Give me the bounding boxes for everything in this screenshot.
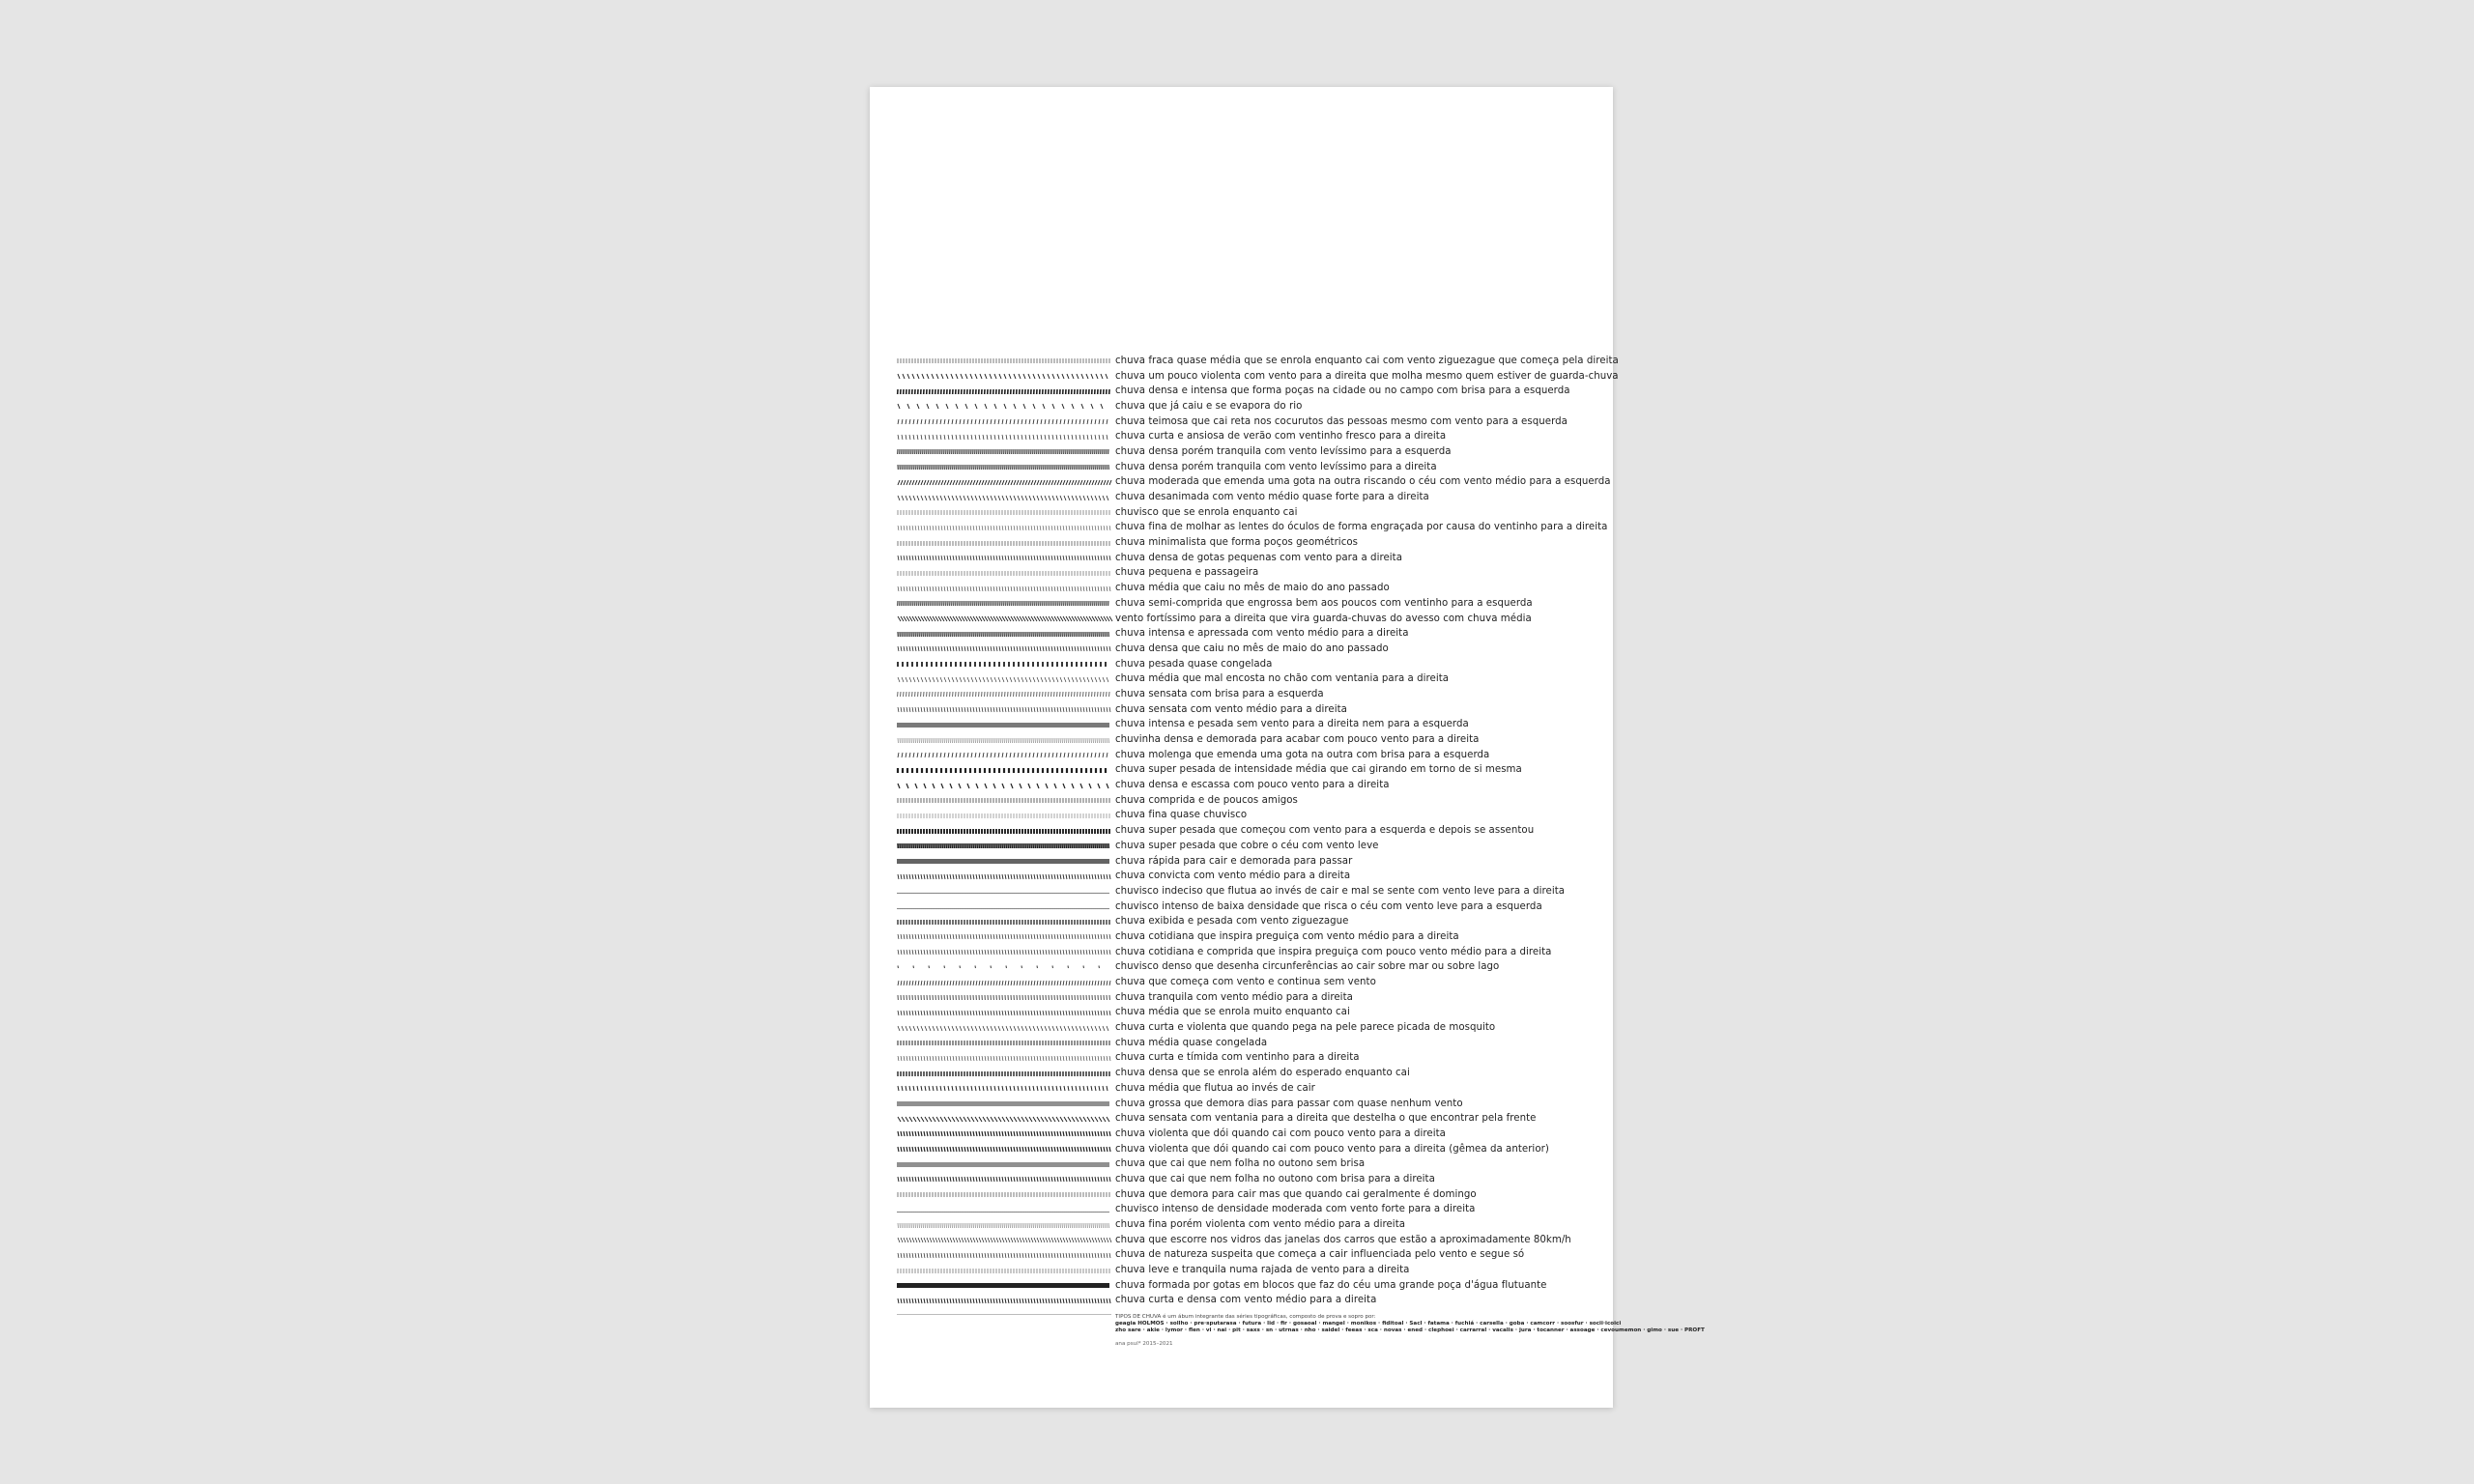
rain-description: chuva fina de molhar as lentes do óculos de forma engraçada por causa do ventinho para a direita [1115,522,1608,533]
rain-description: chuva fina quase chuvisco [1115,810,1248,821]
rain-row [897,778,1593,793]
rain-description: chuvisco intenso de densidade moderada com vento forte para a direita [1115,1204,1476,1215]
rain-row [897,596,1593,612]
rain-row [897,1187,1593,1203]
rain-row [897,1172,1593,1187]
rain-pattern-graphic [897,828,1111,835]
credits-block [1115,1314,1705,1348]
rain-description: chuva densa que se enrola além do esperado enquanto cai [1115,1068,1410,1079]
rain-description: chuva moderada que emenda uma gota na outra riscando o céu com vento médio para a esquerda [1115,476,1611,488]
rain-pattern-graphic [897,737,1111,744]
rain-pattern-graphic [897,1025,1111,1032]
rain-row [897,702,1593,718]
rain-row [897,914,1593,929]
rain-row [897,990,1593,1006]
rain-row [897,1006,1593,1021]
rain-pattern-graphic [897,1268,1111,1274]
rain-pattern-graphic [897,540,1111,547]
rain-row [897,763,1593,779]
rain-pattern-graphic [897,1252,1111,1259]
rain-row [897,884,1593,899]
rain-description: chuva que demora para cair mas que quando cai geralmente é domingo [1115,1188,1477,1200]
rain-row [897,1097,1593,1112]
credits-footer: ana psul* 2015–2021 [1115,1340,1173,1347]
rain-description: chuva curta e ansiosa de verão com ventinho fresco para a direita [1115,431,1447,442]
rain-pattern-graphic [897,600,1111,607]
rain-pattern-graphic [897,1237,1111,1243]
rain-pattern-graphic [897,1010,1111,1016]
rain-pattern-graphic [897,1070,1111,1077]
rain-pattern-graphic [897,1055,1111,1062]
rain-pattern-graphic [897,464,1111,471]
rain-pattern-graphic [897,388,1111,395]
rain-row [897,1127,1593,1142]
rain-description: chuva de natureza suspeita que começa a cair influenciada pelo vento e segue só [1115,1249,1525,1261]
rain-pattern-graphic [897,964,1111,971]
rain-row [897,475,1611,491]
rain-description: chuva cotidiana que inspira preguiça com vento médio para a direita [1115,930,1459,942]
rain-row [897,626,1593,642]
rain-row [897,899,1593,915]
rain-description: chuva desanimada com vento médio quase forte para a direita [1115,492,1429,503]
rain-description: chuva densa porém tranquila com vento levíssimo para a direita [1115,461,1437,472]
rain-row [897,1142,1593,1157]
rain-row [897,687,1593,702]
rain-pattern-graphic [897,1176,1111,1183]
rain-description: chuva média que flutua ao invés de cair [1115,1082,1315,1094]
rain-pattern-graphic [897,373,1111,380]
rain-row [897,671,1593,687]
rain-description: chuva violenta que dói quando cai com pouco vento para a direita (gêmea da anterior) [1115,1143,1549,1155]
rain-pattern-graphic [897,980,1111,986]
rain-pattern-graphic [897,645,1111,652]
rain-description: chuva tranquila com vento médio para a direita [1115,991,1353,1003]
rain-pattern-graphic [897,418,1111,425]
rain-row [897,1248,1593,1264]
rain-pattern-graphic [897,631,1111,638]
rain-row [897,414,1593,430]
rain-row [897,1111,1593,1127]
rain-row [897,642,1593,657]
rain-row [897,1203,1593,1218]
poster-sheet [870,87,1705,1408]
rain-description: chuva sensata com brisa para a esquerda [1115,688,1324,699]
rain-row [897,581,1593,596]
rain-row [897,1294,1593,1309]
rain-row [897,384,1593,399]
rain-pattern-graphic [897,842,1111,849]
rain-pattern-graphic [897,676,1111,683]
rain-pattern-graphic [897,767,1111,774]
rain-pattern-graphic [897,1100,1111,1107]
rain-description: chuva densa porém tranquila com vento levíssimo para a esquerda [1115,445,1452,457]
rain-row [897,732,1593,748]
rain-row [897,718,1593,733]
rain-description: chuva sensata com vento médio para a direita [1115,703,1347,715]
rain-row [897,1263,1593,1278]
rain-description: chuva média que se enrola muito enquanto cai [1115,1007,1350,1018]
rain-pattern-graphic [897,1282,1111,1289]
rain-type-list [897,354,1619,1308]
rain-description: chuva curta e violenta que quando pega na pele parece picada de mosquito [1115,1022,1496,1034]
rain-description: chuva curta e densa com vento médio para a direita [1115,1295,1377,1306]
rain-description: chuva cotidiana e comprida que inspira preguiça com pouco vento médio para a direita [1115,946,1552,957]
rain-description: chuva curta e tímida com ventinho para a direita [1115,1052,1360,1064]
rain-row [897,535,1593,551]
rain-pattern-graphic [897,722,1111,728]
rain-description: chuva sensata com ventania para a direita que destelha o que encontrar pela frente [1115,1113,1537,1125]
rain-row [897,657,1593,672]
rain-pattern-graphic [897,873,1111,880]
rain-pattern-graphic [897,448,1111,455]
rain-pattern-graphic [897,706,1111,713]
rain-row [897,823,1593,839]
rain-description: chuva média que caiu no mês de maio do ano passado [1115,583,1390,594]
rain-row [897,369,1619,385]
rain-pattern-graphic [897,1222,1111,1229]
rain-description: chuva semi-comprida que engrossa bem aos poucos com ventinho para a esquerda [1115,597,1533,609]
rain-description: chuva fraca quase média que se enrola enquanto cai com vento ziguezague que começa pela direita [1115,355,1619,366]
rain-description: chuva que já caiu e se evapora do rio [1115,400,1303,412]
rain-description: chuva um pouco violenta com vento para a direita que molha mesmo quem estiver de guarda-chuva [1115,370,1619,382]
rain-description: chuva intensa e pesada sem vento para a direita nem para a esquerda [1115,719,1469,730]
rain-row [897,505,1593,521]
rain-row [897,1036,1593,1051]
rain-pattern-graphic [897,1085,1111,1092]
rain-row [897,929,1593,945]
rain-row [897,521,1608,536]
rain-description: chuvisco que se enrola enquanto cai [1115,506,1298,518]
rain-pattern-graphic [897,555,1111,561]
rain-row [897,1233,1593,1248]
rain-description: chuva molenga que emenda uma gota na outra com brisa para a esquerda [1115,749,1490,760]
rain-description: chuva super pesada que começou com vento para a esquerda e depois se assentou [1115,825,1535,837]
rain-row [897,1081,1593,1097]
rain-row [897,1217,1593,1233]
rain-description: chuva exibida e pesada com vento ziguezague [1115,916,1349,928]
rain-pattern-graphic [897,933,1111,940]
rain-pattern-graphic [897,1130,1111,1137]
rain-description: chuvisco intenso de baixa densidade que risca o céu com vento leve para a esquerda [1115,900,1542,912]
rain-description: chuva grossa que demora dias para passar com quase nenhum vento [1115,1098,1463,1109]
rain-description: vento fortíssimo para a direita que vira guarda-chuvas do avesso com chuva média [1115,613,1532,624]
rain-row [897,839,1593,854]
rain-description: chuva que cai que nem folha no outono com brisa para a direita [1115,1173,1435,1184]
rain-pattern-graphic [897,570,1111,577]
rain-pattern-graphic [897,403,1111,410]
rain-row [897,399,1593,414]
rain-pattern-graphic [897,661,1111,668]
rain-pattern-graphic [897,479,1111,486]
rain-pattern-graphic [897,903,1111,910]
rain-description: chuva violenta que dói quando cai com pouco vento para a direita [1115,1127,1446,1139]
rain-row [897,975,1593,990]
credits-line-1: TIPOS DE CHUVA é um ábum integrante das séries tipográficas, composto de prova e sopro por: [1115,1314,1376,1320]
rain-description: chuva densa de gotas pequenas com vento para a direita [1115,552,1403,563]
rain-description: chuvisco indeciso que flutua ao invés de cair e mal se sente com vento leve para a direita [1115,885,1566,897]
rain-row [897,869,1593,884]
rain-description: chuva que começa com vento e continua sem vento [1115,977,1376,988]
rain-description: chuva convicta com vento médio para a direita [1115,870,1351,882]
rain-pattern-graphic [897,752,1111,758]
rain-description: chuva média quase congelada [1115,1037,1268,1048]
rain-pattern-graphic [897,585,1111,592]
rain-pattern-graphic [897,509,1111,516]
rain-description: chuva pequena e passageira [1115,567,1259,579]
rain-pattern-graphic [897,888,1111,895]
rain-pattern-graphic [897,797,1111,804]
rain-description: chuva super pesada de intensidade média que cai girando em torno de si mesma [1115,764,1522,776]
rain-description: chuva comprida e de poucos amigos [1115,794,1298,806]
rain-description: chuva intensa e apressada com vento médio para a direita [1115,628,1409,640]
rain-pattern-graphic [897,783,1111,789]
rain-row [897,854,1593,870]
rain-row [897,1278,1593,1294]
rain-pattern-graphic [897,434,1111,441]
rain-description: chuva super pesada que cobre o céu com vento leve [1115,840,1379,851]
rain-row [897,490,1593,505]
rain-row [897,612,1593,627]
rain-description: chuva densa e intensa que forma poças na cidade ou no campo com brisa para a esquerda [1115,385,1570,397]
rain-row [897,444,1593,460]
rain-description: chuva média que mal encosta no chão com ventania para a direita [1115,673,1450,685]
credit-divider [897,1314,1111,1315]
rain-pattern-graphic [897,495,1111,501]
rain-description: chuva formada por gotas em blocos que faz do céu uma grande poça d'água flutuante [1115,1279,1547,1291]
rain-description: chuva pesada quase congelada [1115,658,1273,670]
rain-pattern-graphic [897,1040,1111,1046]
rain-pattern-graphic [897,1161,1111,1168]
rain-row [897,354,1619,369]
rain-row [897,960,1593,976]
rain-row [897,1020,1593,1036]
rain-row [897,1156,1593,1172]
rain-pattern-graphic [897,357,1111,364]
rain-pattern-graphic [897,813,1111,819]
rain-row [897,809,1593,824]
credits-line-2: geagia HOLMOS · sollho · pre·sputarasa · futura · lid · fir · gosaoal · mangel · monikos · fiditoal · Sacl · fatama · fuchiá · carsella · goba · camcorr · soosfur · socii·icoici [1115,1321,1622,1327]
rain-description: chuva teimosa que cai reta nos cocurutos das pessoas mesmo com vento para a esquerda [1115,415,1568,427]
rain-row [897,945,1593,960]
rain-description: chuvinha densa e demorada para acabar com pouco vento para a direita [1115,734,1480,746]
rain-description: chuva densa e escassa com pouco vento para a direita [1115,780,1390,791]
rain-pattern-graphic [897,1116,1111,1123]
rain-description: chuva rápida para cair e demorada para passar [1115,855,1353,867]
rain-row [897,748,1593,763]
rain-pattern-graphic [897,525,1111,531]
rain-pattern-graphic [897,919,1111,926]
rain-row [897,566,1593,582]
rain-row [897,1066,1593,1081]
rain-pattern-graphic [897,1146,1111,1153]
rain-row [897,1051,1593,1067]
rain-row [897,793,1593,809]
rain-pattern-graphic [897,858,1111,865]
rain-description: chuva fina porém violenta com vento médio para a direita [1115,1219,1406,1231]
rain-pattern-graphic [897,1207,1111,1213]
rain-description: chuvisco denso que desenha circunferências ao cair sobre mar ou sobre lago [1115,961,1500,973]
rain-description: chuva que escorre nos vidros das janelas dos carros que estão a aproximadamente 80km/h [1115,1234,1571,1245]
rain-pattern-graphic [897,615,1111,622]
credits-line-3: zho sare · akie · lymor · flen · vi · nai · pit · saxs · sn · utrnas · nho · saidel · feeas · sca · novas · ened · clephoei · carrarral · vacalis · jura · tocanner · assoage · cevoumemon · gimo · sue · PROFT [1115,1327,1705,1334]
rain-pattern-graphic [897,994,1111,1001]
rain-row [897,460,1593,475]
rain-description: chuva que cai que nem folha no outono sem brisa [1115,1158,1366,1170]
rain-pattern-graphic [897,691,1111,698]
rain-pattern-graphic [897,1298,1111,1304]
rain-description: chuva minimalista que forma poços geométricos [1115,537,1358,549]
rain-description: chuva leve e tranquila numa rajada de vento para a direita [1115,1265,1410,1276]
rain-description: chuva densa que caiu no mês de maio do ano passado [1115,642,1389,654]
rain-row [897,429,1593,444]
rain-row [897,551,1593,566]
rain-pattern-graphic [897,949,1111,956]
rain-pattern-graphic [897,1191,1111,1198]
